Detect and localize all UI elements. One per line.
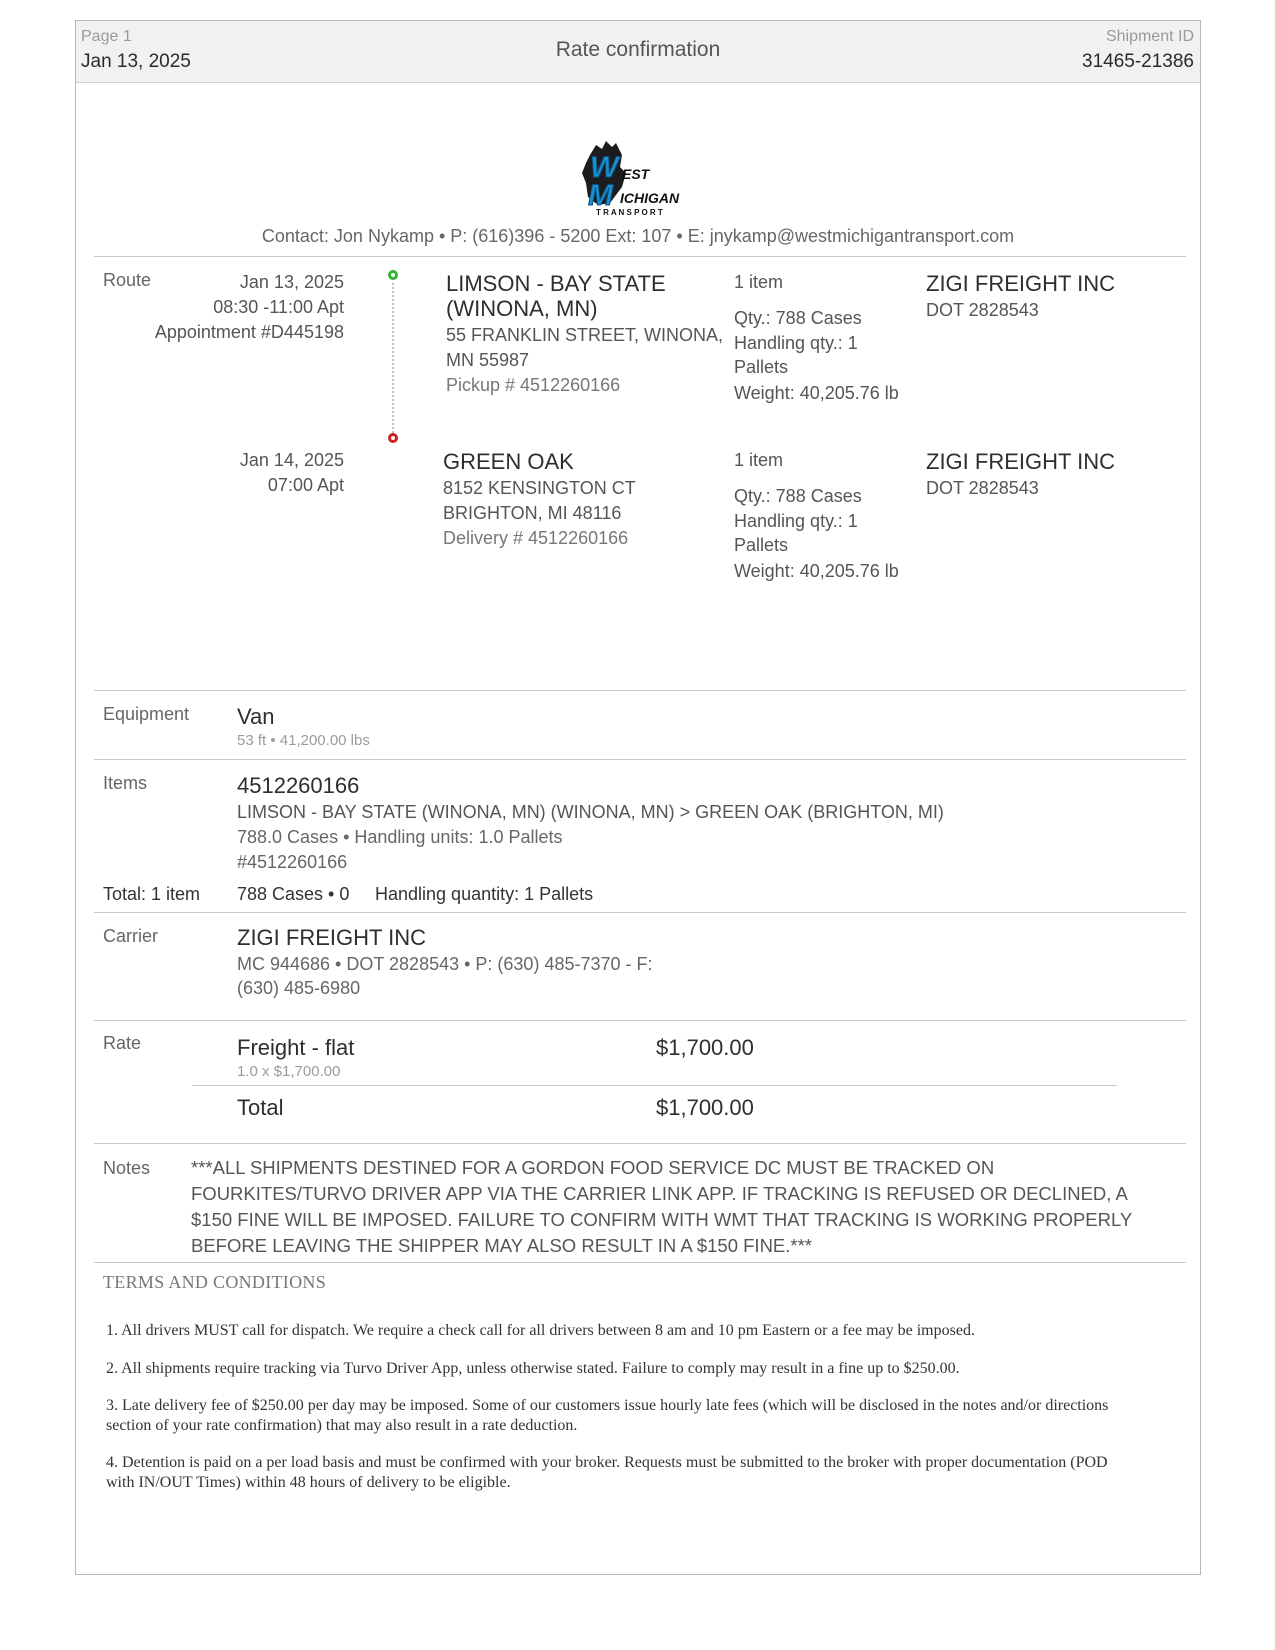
rate-total-amount: $1,700.00: [656, 1095, 754, 1120]
divider: [94, 256, 1186, 257]
shipment-id-label: Shipment ID: [1105, 28, 1194, 45]
pickup-carrier-name: ZIGI FREIGHT INC: [926, 271, 1116, 296]
terms-heading: TERMS AND CONDITIONS: [103, 1272, 327, 1292]
equipment-label: Equipment: [103, 704, 190, 724]
page-header: [76, 21, 1200, 83]
logo-text-west: EST: [622, 166, 650, 182]
divider: [94, 759, 1186, 760]
pickup-status-icon: [388, 270, 398, 280]
items-total-handling: Handling quantity: 1 Pallets: [375, 884, 594, 904]
notes-label: Notes: [103, 1158, 151, 1178]
term-item-3: 3. Late delivery fee of $250.00 per day may be imposed. Some of our customers issue hourly late fees (which will be disclosed in the notes and/or directions section of your rate confirmation) that may also result in a rate deduction.: [106, 1397, 1109, 1434]
contact-line: Contact: Jon Nykamp • P: (616)396 - 5200 Ext: 107 • E: jnykamp@westmichigantransport.com: [261, 226, 1015, 246]
shipment-id: 31465-21386: [1082, 51, 1194, 72]
notes-text: ***ALL SHIPMENTS DESTINED FOR A GORDON FOOD SERVICE DC MUST BE TRACKED ON FOURKITES/TURVO DRIVER APP VIA THE CARRIER LINK APP. IF TRACKING IS REFUSED OR DECLINED, A $150 FINE WILL BE IMPOSED. FAILURE TO CONFIRM WITH WMT THAT TRACKING IS WORKING PROPERLY BEFORE LEAVING THE SHIPPER MAY ALSO RESULT IN A $150 FINE.***: [191, 1157, 1132, 1256]
equipment-details: 53 ft • 41,200.00 lbs: [237, 732, 370, 749]
logo-letter-w: W: [590, 151, 619, 184]
route-connector: [392, 283, 394, 433]
delivery-reference: Delivery # 4512260166: [443, 528, 629, 548]
pickup-address-2: MN 55987: [446, 350, 530, 370]
pickup-location-name: LIMSON - BAY STATE: [446, 271, 666, 296]
pickup-reference: Pickup # 4512260166: [446, 375, 621, 395]
item-number: 4512260166: [237, 773, 360, 798]
pickup-date: Jan 13, 2025: [239, 272, 344, 292]
page-number: Page 1: [81, 28, 132, 45]
delivery-time: 07:00 Apt: [267, 475, 344, 495]
items-label: Items: [103, 773, 148, 793]
divider: [94, 1262, 1186, 1263]
term-item-1: 1. All drivers MUST call for dispatch. We require a check call for all drivers between 8 am and 10 pm Eastern or a fee may be imposed.: [106, 1322, 975, 1339]
divider: [94, 1143, 1186, 1144]
carrier-name: ZIGI FREIGHT INC: [237, 925, 427, 950]
route-label: Route: [103, 270, 152, 290]
pickup-qty: Qty.: 788 Cases: [734, 308, 862, 328]
rate-label: Rate: [103, 1033, 142, 1053]
items-total-qty: 788 Cases • 0: [237, 884, 350, 904]
pickup-appointment: Appointment #D445198: [154, 322, 344, 342]
delivery-carrier-dot: DOT 2828543: [926, 478, 1039, 498]
rate-total-label: Total: [237, 1095, 284, 1120]
item-quantity: 788.0 Cases • Handling units: 1.0 Pallets: [237, 827, 563, 847]
delivery-item-count: 1 item: [734, 450, 784, 470]
term-item-2: 2. All shipments require tracking via Turvo Driver App, unless otherwise stated. Failure to comply may result in a fine up to $250.00.: [106, 1360, 960, 1377]
pickup-item-count: 1 item: [734, 272, 784, 292]
delivery-address-2: BRIGHTON, MI 48116: [443, 503, 622, 523]
pickup-handling-unit: Pallets: [734, 357, 789, 377]
delivery-weight: Weight: 40,205.76 lb: [734, 561, 899, 581]
rate-divider: [192, 1085, 1117, 1086]
items-total-label: Total: 1 item: [103, 884, 201, 904]
term-item-4: 4. Detention is paid on a per load basis and must be confirmed with your broker. Requests must be submitted to the broker with proper documentation (POD with IN/OUT Times) within 48 hours of delivery to be eligible.: [106, 1454, 1108, 1491]
logo-text-transport: T R A N S P O R T: [596, 208, 663, 217]
logo-text-michigan: ICHIGAN: [620, 190, 680, 206]
item-lane: LIMSON - BAY STATE (WINONA, MN) (WINONA, MN) > GREEN OAK (BRIGHTON, MI): [237, 802, 944, 822]
divider: [94, 912, 1186, 913]
carrier-details: MC 944686 • DOT 2828543 • P: (630) 485-7370 - F:: [237, 954, 653, 974]
delivery-qty: Qty.: 788 Cases: [734, 486, 862, 506]
item-reference: #4512260166: [237, 852, 348, 872]
rate-line-detail: 1.0 x $1,700.00: [237, 1063, 341, 1080]
pickup-carrier-dot: DOT 2828543: [926, 300, 1039, 320]
logo-letter-m: M: [588, 179, 613, 212]
company-logo: [576, 133, 706, 217]
pickup-address-1: 55 FRANKLIN STREET, WINONA,: [446, 325, 724, 345]
delivery-handling-unit: Pallets: [734, 535, 789, 555]
pickup-time: 08:30 -11:00 Apt: [213, 297, 344, 317]
delivery-date: Jan 14, 2025: [239, 450, 344, 470]
rate-confirmation-page: [75, 20, 1201, 1575]
header-date: Jan 13, 2025: [81, 51, 191, 72]
divider: [94, 690, 1186, 691]
delivery-location-name: GREEN OAK: [443, 449, 574, 474]
divider: [94, 1020, 1186, 1021]
pickup-location-name-2: (WINONA, MN): [446, 296, 598, 321]
page-title: Rate confirmation: [555, 38, 721, 61]
rate-line-amount: $1,700.00: [656, 1035, 754, 1060]
delivery-carrier-name: ZIGI FREIGHT INC: [926, 449, 1116, 474]
delivery-address-1: 8152 KENSINGTON CT: [443, 478, 636, 498]
rate-line-item: Freight - flat: [237, 1035, 355, 1060]
carrier-label: Carrier: [103, 926, 159, 946]
carrier-fax: (630) 485-6980: [237, 978, 361, 998]
delivery-status-icon: [388, 433, 398, 443]
pickup-handling: Handling qty.: 1: [734, 333, 858, 353]
pickup-weight: Weight: 40,205.76 lb: [734, 383, 899, 403]
equipment-type: Van: [237, 704, 275, 729]
delivery-handling: Handling qty.: 1: [734, 511, 858, 531]
